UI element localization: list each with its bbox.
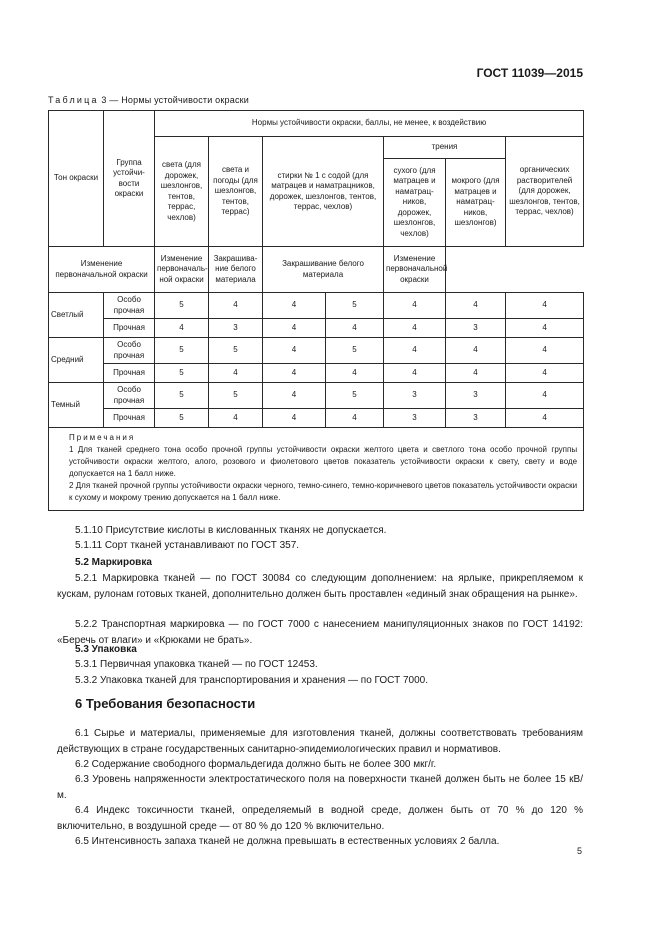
para-6-2: 6.2 Содержание свободного формальдегида должно быть не более 300 мкг/г. [75, 759, 437, 770]
note-1: 1 Для тканей среднего тона особо прочной группы устойчивости окраски желтого цвета и светлого тона особо прочной группы устойчивости окраски желтого, алого, розового и фиолетового цветов показатель устойчивости окраски к свету, свету и воде допускается на 1 балл ниже. [69, 445, 578, 478]
subheader-stain-wash: Закрашива-ние белого материала [209, 247, 263, 293]
subheader-change-light: Изменение первоначальной окраски [49, 247, 155, 293]
value-cell: 4 [326, 364, 384, 383]
value-cell: 4 [506, 409, 584, 428]
value-cell: 4 [506, 319, 584, 338]
value-cell: 4 [155, 319, 209, 338]
value-cell: 4 [326, 319, 384, 338]
value-cell: 5 [155, 409, 209, 428]
value-cell: 4 [506, 338, 584, 364]
value-cell: 4 [326, 409, 384, 428]
value-cell: 4 [384, 319, 446, 338]
para-6-5: 6.5 Интенсивность запаха тканей не должна превышать в естественных условиях 2 балла. [75, 836, 500, 847]
value-cell: 5 [326, 383, 384, 409]
value-cell: 5 [155, 383, 209, 409]
value-cell: 3 [209, 319, 263, 338]
value-cell: 4 [263, 293, 326, 319]
table-notes [49, 428, 584, 511]
value-cell: 4 [209, 364, 263, 383]
para-5-1-10: 5.1.10 Присутствие кислоты в кислованных тканях не допускается. [75, 525, 387, 536]
table-row [49, 409, 584, 428]
value-cell: 3 [384, 383, 446, 409]
value-cell: 3 [446, 383, 506, 409]
value-cell: 5 [209, 338, 263, 364]
section-6-heading: 6 Требования безопасности [75, 696, 256, 711]
value-cell: 4 [446, 338, 506, 364]
para-5-2-1: 5.2.1 Маркировка тканей — по ГОСТ 30084 со следующим дополнением: на ярлыке, прикрепляемом к кускам, рулонам готовых тканей, дополнительно должен быть проставлен «единый знак обращения на рынке». [57, 573, 583, 600]
para-5-1-11: 5.1.11 Сорт тканей устанавливают по ГОСТ 357. [75, 540, 300, 551]
group-cell: Прочная [104, 409, 155, 428]
value-cell: 5 [326, 293, 384, 319]
para-6-3: 6.3 Уровень напряженности электростатического поля на поверхности тканей должен быть не более 15 кВ/м. [57, 774, 583, 801]
value-cell: 4 [446, 293, 506, 319]
table-row [49, 319, 584, 338]
header-solvents: органических растворителей (для дорожек, шезлонгов, тентов, террас, чехлов) [506, 137, 584, 247]
value-cell: 5 [326, 338, 384, 364]
subheader-change-wash: Изменение первоначаль-ной окраски [155, 247, 209, 293]
header-light: света (для дорожек, шезлонгов, тентов, террас, чехлов) [155, 137, 209, 247]
value-cell: 4 [506, 293, 584, 319]
page-number: 5 [576, 846, 582, 856]
value-cell: 4 [263, 319, 326, 338]
header-wash: стирки № 1 с содой (для матрацев и наматрацников, дорожек, шезлонгов, тентов, террас, чехлов) [263, 137, 384, 247]
value-cell: 4 [263, 409, 326, 428]
heading-5-2: 5.2 Маркировка [75, 557, 152, 568]
para-5-3-2: 5.3.2 Упаковка тканей для транспортирования и хранения — по ГОСТ 7000. [75, 675, 428, 686]
value-cell: 5 [155, 364, 209, 383]
tone-cell: Темный [49, 383, 104, 428]
table-caption-prefix: Таблица [48, 95, 99, 105]
table-row [49, 364, 584, 383]
group-cell: Прочная [104, 364, 155, 383]
value-cell: 5 [155, 338, 209, 364]
table-caption [48, 95, 249, 105]
header-norms: Нормы устойчивости окраски, баллы, не менее, к воздействию [155, 111, 584, 137]
table-row [49, 293, 584, 319]
heading-5-3: 5.3 Упаковка [75, 644, 137, 655]
value-cell: 4 [384, 364, 446, 383]
value-cell: 4 [209, 409, 263, 428]
value-cell: 4 [209, 293, 263, 319]
value-cell: 3 [384, 409, 446, 428]
value-cell: 3 [446, 409, 506, 428]
value-cell: 4 [446, 364, 506, 383]
value-cell: 3 [446, 319, 506, 338]
value-cell: 5 [155, 293, 209, 319]
table-caption-title: 3 — Нормы устойчивости окраски [101, 95, 250, 105]
note-2: 2 Для тканей прочной группы устойчивости окраски черного, темно-синего, темно-коричневого цветов показатель устойчивости окраски к сухому и мокрому трению допускается на 1 балл ниже. [69, 481, 578, 502]
value-cell: 4 [263, 364, 326, 383]
para-5-3-1: 5.3.1 Первичная упаковка тканей — по ГОСТ 12453. [75, 659, 318, 670]
value-cell: 4 [506, 383, 584, 409]
table-row [49, 338, 584, 364]
value-cell: 4 [384, 293, 446, 319]
group-cell: Особо прочная [104, 338, 155, 364]
group-cell: Особо прочная [104, 383, 155, 409]
value-cell: 4 [263, 338, 326, 364]
value-cell: 5 [209, 383, 263, 409]
tone-cell: Средний [49, 338, 104, 383]
standard-number: ГОСТ 11039—2015 [476, 66, 583, 80]
tone-cell: Светлый [49, 293, 104, 338]
value-cell: 4 [384, 338, 446, 364]
table-row [49, 383, 584, 409]
header-friction-dry: сухого (для матрацев и наматрац-ников, дорожек, шезлонгов, чехлов) [384, 159, 446, 247]
header-light-weather: света и погоды (для шезлонгов, тентов, террас) [209, 137, 263, 247]
para-6-4: 6.4 Индекс токсичности тканей, определяемый в водной среде, должен быть от 70 % до 120 % включительно, в воздушной среде — от 80 % до 120 % включительно. [57, 805, 583, 832]
subheader-change-solvents: Изменение первоначальной окраски [384, 247, 446, 293]
header-friction-wet: мокрого (для матрацев и наматрац-ников, шезлонгов) [446, 159, 506, 247]
group-cell: Прочная [104, 319, 155, 338]
colorfastness-table [48, 110, 584, 511]
header-friction: трения [384, 137, 506, 159]
notes-heading: Примечания [69, 433, 136, 442]
value-cell: 4 [506, 364, 584, 383]
para-5-2-2: 5.2.2 Транспортная маркировка — по ГОСТ 7000 с нанесением манипуляционных знаков по ГОСТ 14192: «Беречь от влаги» и «Крюками не брать». [57, 619, 583, 646]
para-6-1: 6.1 Сырье и материалы, применяемые для изготовления тканей, должны соответствовать требованиям действующих в стране государственных санитарно-эпидемиологических правил и нормативов. [57, 728, 583, 755]
subheader-stain-friction: Закрашивание белого материала [263, 247, 384, 293]
value-cell: 4 [263, 383, 326, 409]
header-group: Группа устойчи-вости окраски [104, 111, 155, 247]
header-tone: Тон окраски [49, 111, 104, 247]
group-cell: Особо прочная [104, 293, 155, 319]
